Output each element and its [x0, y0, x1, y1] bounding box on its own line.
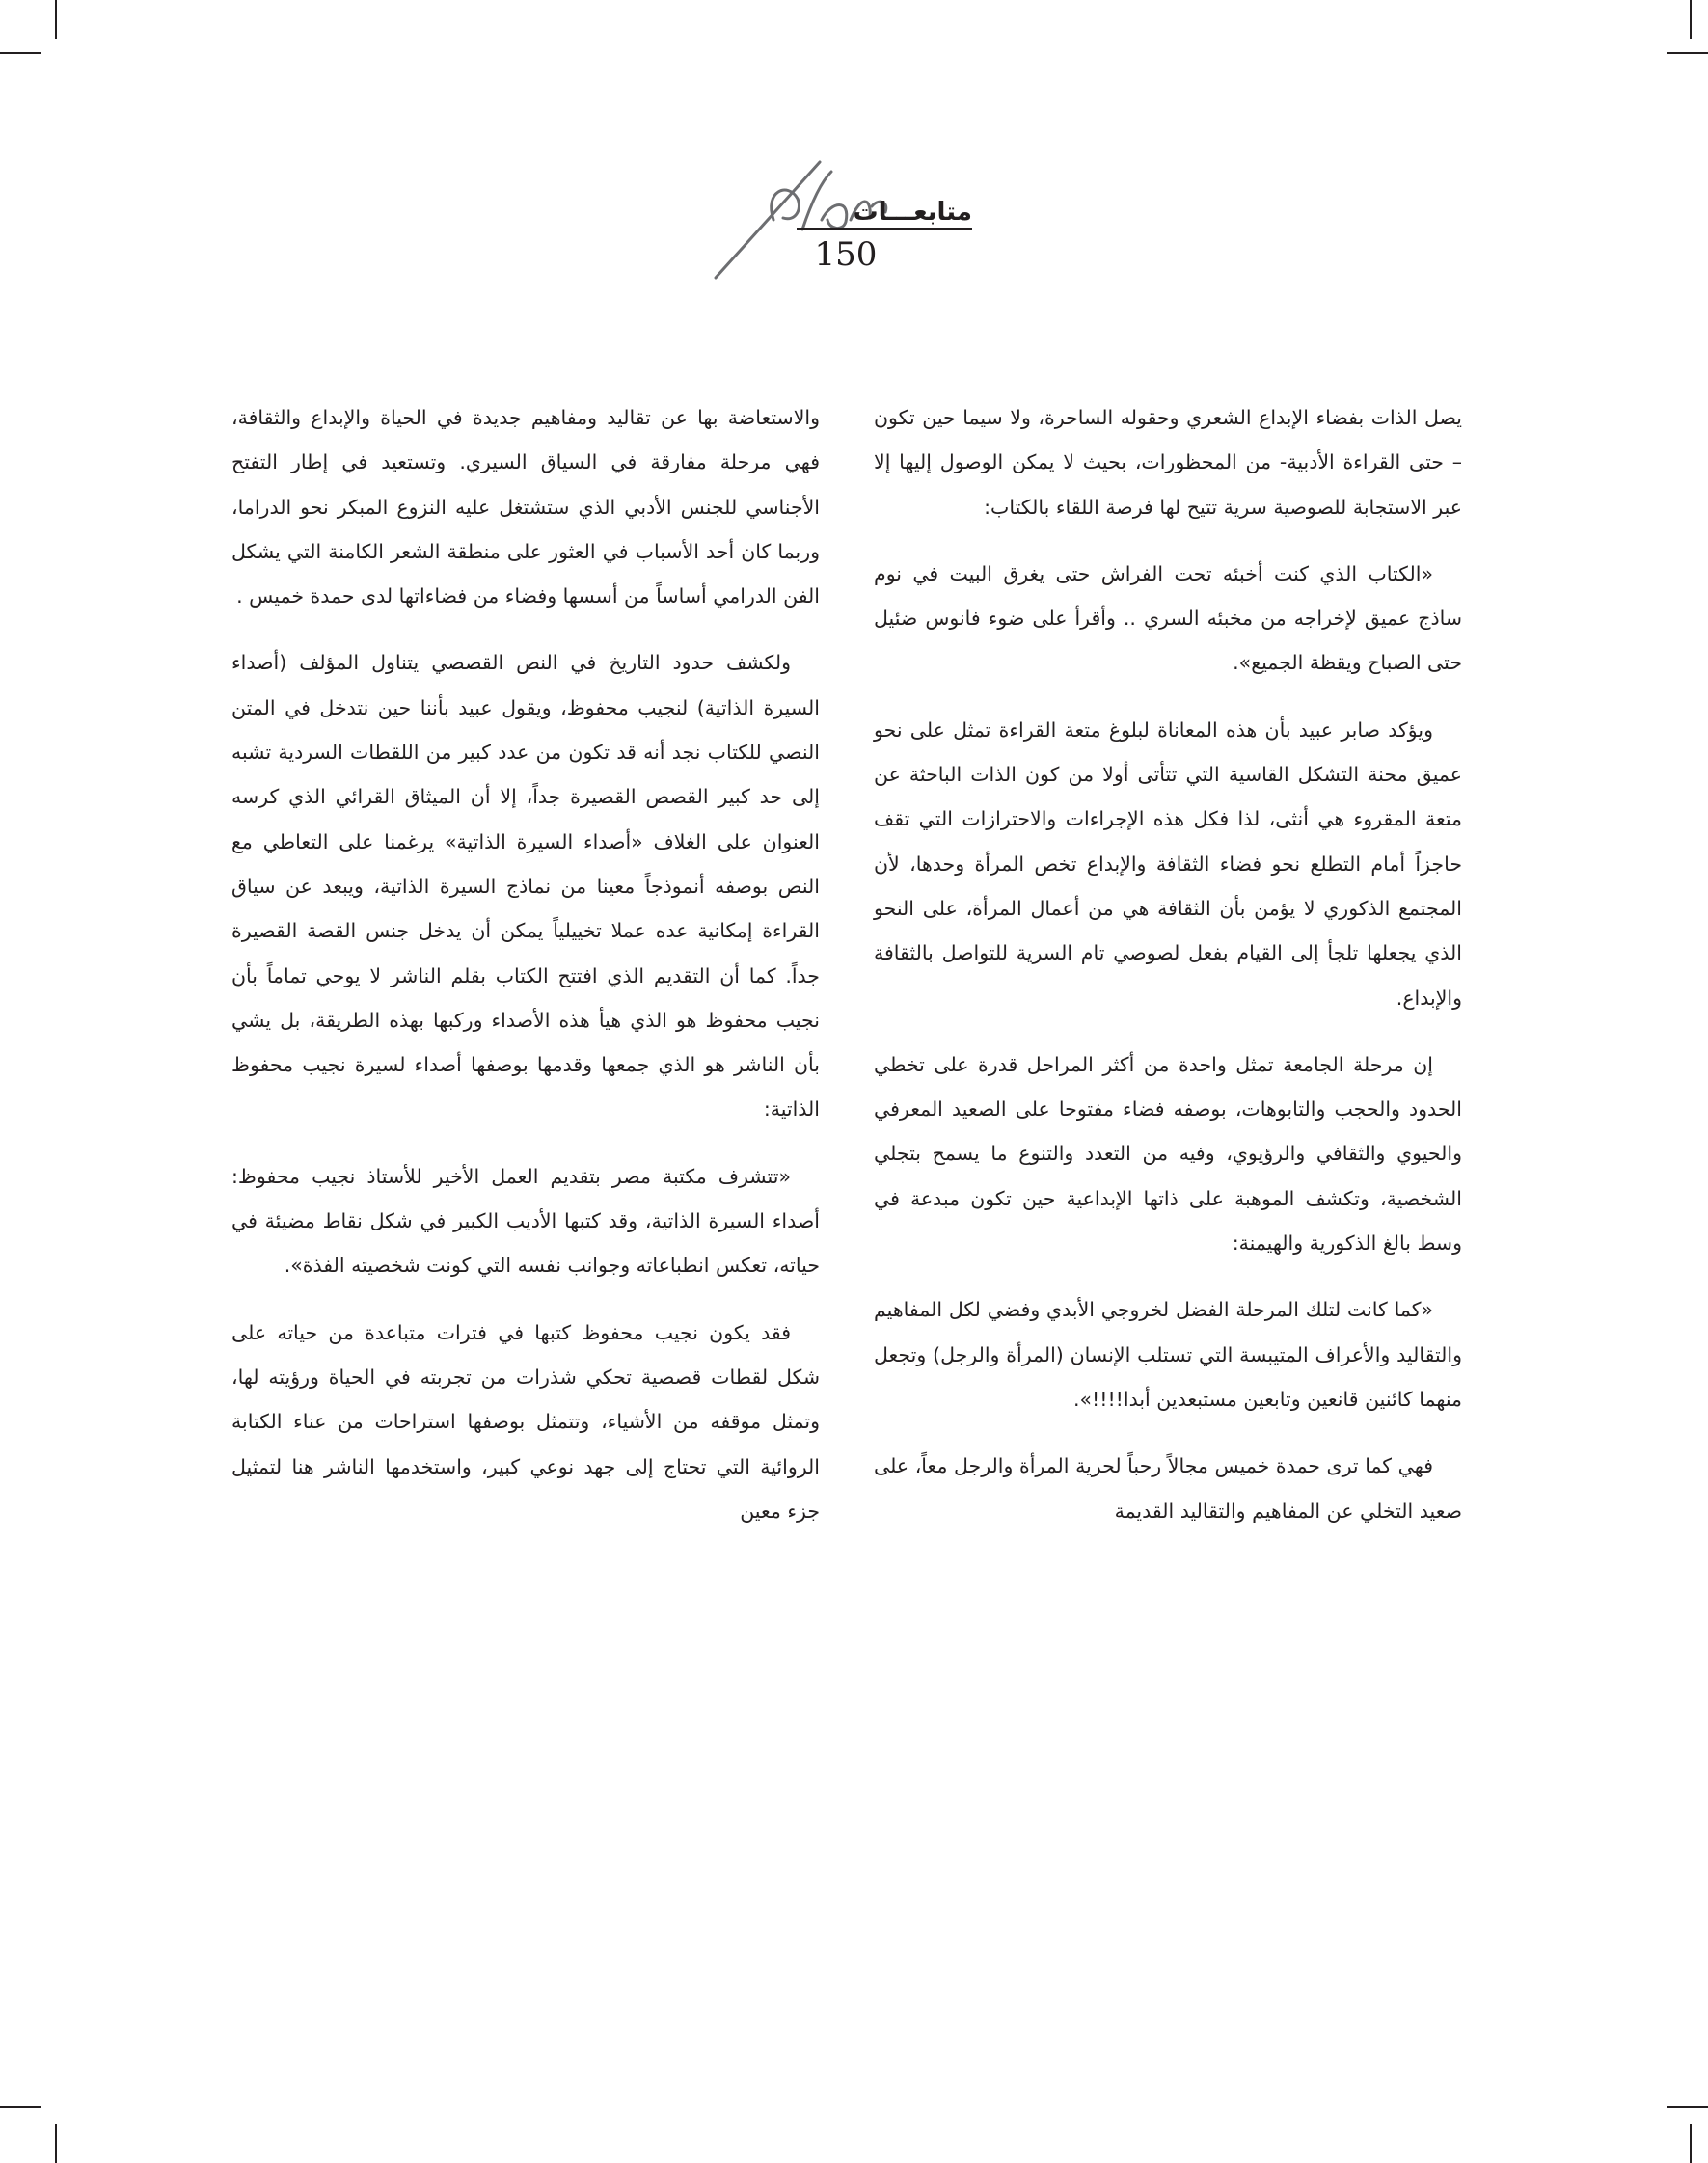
crop-mark — [1667, 2106, 1708, 2108]
quote-paragraph: «كما كانت لتلك المرحلة الفضل لخروجي الأبدي وفضي لكل المفاهيم والتقاليد والأعراف المتيبسة التي تستلب الإنسان (المرأة والرجل) وتجعل منهما كائنين قانعين وتابعين مستبعدين أبدا!!!!». — [874, 1298, 1462, 1411]
left-text-column — [231, 395, 820, 1555]
paragraph: ويؤكد صابر عبيد بأن هذه المعاناة لبلوغ متعة القراءة تمثل على نحو عميق محنة التشكل القاسية التي تتأتى أولا من كون الذات الباحثة عن متعة المقروء هي أنثى، لذا فكل هذه الإجراءات والاحترازات التي تقف حاجزاً أمام التطلع نحو فضاء الثقافة والإبداع تخص المرأة وحدها، لأن المجتمع الذكوري لا يؤمن بأن الثقافة هي من أعمال المرأة، على النحو الذي يجعلها تلجأ إلى القيام بفعل لصوصي تام السرية للتواصل بالثقافة والإبداع. — [874, 717, 1462, 1010]
paragraph: فهي كما ترى حمدة خميس مجالاً رحباً لحرية المرأة والرجل معاً، على صعيد التخلي عن المفاهيم والتقاليد القديمة — [874, 1454, 1462, 1523]
paragraph: إن مرحلة الجامعة تمثل واحدة من أكثر المراحل قدرة على تخطي الحدود والحجب والتابوهات، بوصفه فضاء مفتوحا على الصعيد المعرفي والحيوي والثقافي والرؤيوي، وفيه من التعدد والتنوع ما يسمح بتجلي الشخصية، وتكشف الموهبة على ذاتها الإبداعية حين تكون مبدعة في وسط بالغ الذكورية والهيمنة: — [874, 1052, 1462, 1256]
paragraph: ولكشف حدود التاريخ في النص القصصي يتناول المؤلف (أصداء السيرة الذاتية) لنجيب محفوظ، ويقول عبيد بأننا حين نتدخل في المتن النصي للكتاب نجد أنه قد تكون من عدد كبير من اللقطات السردية تشبه إلى حد كبير القصص القصيرة جداً، إلا أن الميثاق القرائي الذي كرسه العنوان على الغلاف «أصداء السيرة الذاتية» يرغمنا على التعاطي مع النص بوصفه أنموذجاً معينا من نماذج السيرة الذاتية، ويبعد عن سياق القراءة إمكانية عده عملا تخييلياً يمكن أن يدخل جنس القصة القصيرة جداً. كما أن التقديم الذي افتتح الكتاب بقلم الناشر لا يوحي تماماً بأن نجيب محفوظ هو الذي هيأ هذه الأصداء وركبها بهذه الطريقة، بل يشي بأن الناشر هو الذي جمعها وقدمها بوصفها أصداء لسيرة نجيب محفوظ الذاتية: — [231, 651, 820, 1122]
crop-mark — [55, 0, 57, 39]
crop-mark — [1667, 52, 1708, 54]
crop-mark — [55, 2124, 57, 2163]
crop-mark — [0, 2106, 41, 2108]
paragraph: يصل الذات بفضاء الإبداع الشعري وحقوله الساحرة، ولا سيما حين تكون – حتى القراءة الأدبية- من المحظورات، بحيث لا يمكن الوصول إليها إلا عبر الاستجابة للصوصية سرية تتيح لها فرصة اللقاء بالكتاب: — [874, 406, 1462, 519]
section-title: متابعـــات — [853, 198, 972, 227]
crop-mark — [1690, 0, 1692, 39]
right-text-column — [874, 395, 1462, 1555]
quote-paragraph: «تتشرف مكتبة مصر بتقديم العمل الأخير للأستاذ نجيب محفوظ: أصداء السيرة الذاتية، وقد كتبها الأديب الكبير في شكل نقاط مضيئة في حياته، تعكس انطباعاته وجوانب نفسه التي كونت شخصيته الفذة». — [231, 1164, 820, 1278]
paragraph: والاستعاضة بها عن تقاليد ومفاهيم جديدة في الحياة والإبداع والثقافة، فهي مرحلة مفارقة في السياق السيري. وتستعيد في إطار التفتح الأجناسي للجنس الأدبي الذي ستشتغل عليه النزوع المبكر نحو الدراما، وربما كان أحد الأسباب في العثور على منطقة الشعر الكامنة التي يشكل الفن الدرامي أساساً من أسسها وفضاء من فضاءاتها لدى حمدة خميس . — [231, 406, 820, 608]
page-number: 150 — [814, 235, 878, 274]
quote-paragraph: «الكتاب الذي كنت أخبئه تحت الفراش حتى يغرق البيت في نوم ساذج عميق لإخراجه من مخبئه السري .. وأقرأ على ضوء فانوس ضئيل حتى الصباح ويقظة الجميع». — [874, 561, 1462, 675]
crop-mark — [1690, 2124, 1692, 2163]
header-rule — [797, 228, 972, 230]
paragraph: فقد يكون نجيب محفوظ كتبها في فترات متباعدة من حياته على شكل لقطات قصصية تحكي شذرات من تجربته في الحياة ورؤيته لها، وتمثل موقفه من الأشياء، وتتمثل بوصفها استراحات من عناء الكتابة الروائية التي تحتاج إلى جهد نوعي كبير، واستخدمها الناشر هنا لتمثيل جزء معين — [231, 1320, 820, 1523]
crop-mark — [0, 52, 41, 54]
